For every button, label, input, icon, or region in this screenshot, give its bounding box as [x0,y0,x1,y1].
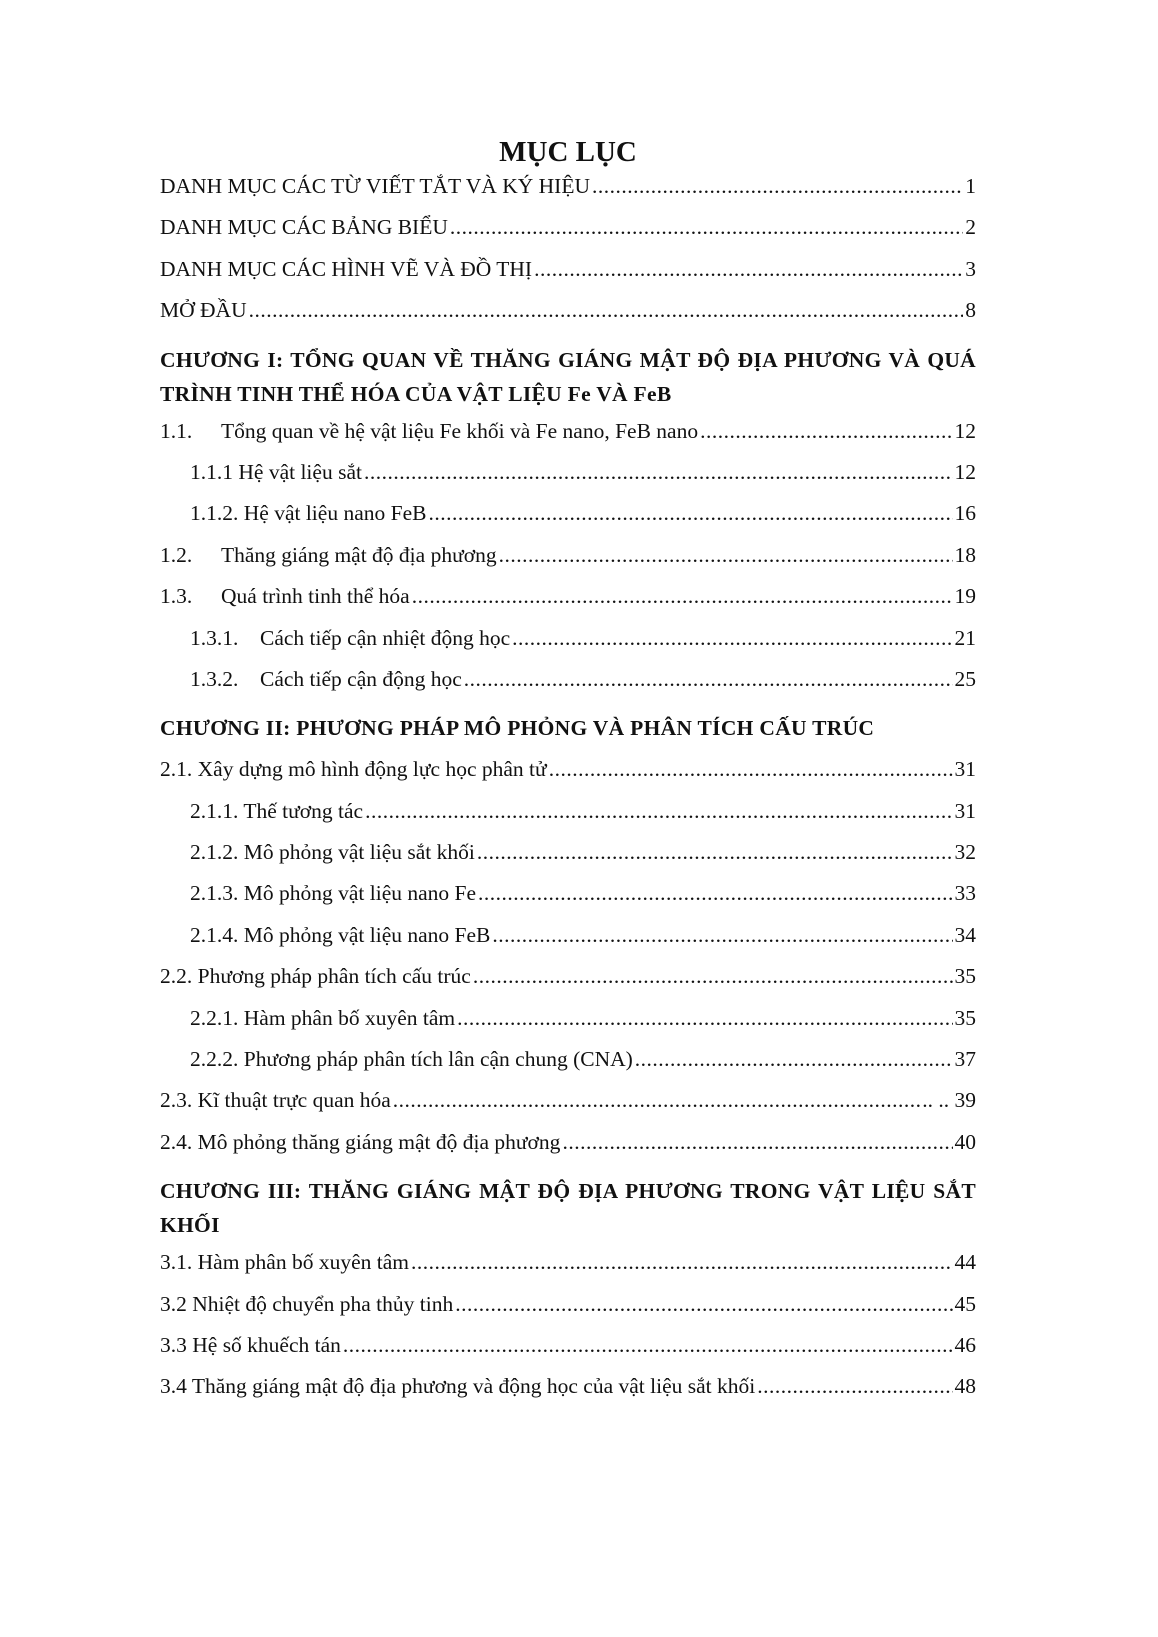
toc-entry-label: DANH MỤC CÁC BẢNG BIỂU [160,215,448,240]
toc-entry-page: 34 [954,922,976,947]
toc-entry[interactable] [160,881,976,922]
toc-entry-page: 12 [954,418,976,443]
toc-entry[interactable] [160,1088,976,1129]
toc-entry-page: 31 [954,798,976,823]
section-number: 1.2. [160,542,193,567]
toc-entry[interactable] [160,964,976,1005]
toc-entry-label: 2.1.3. Mô phỏng vật liệu nano Fe [190,881,477,906]
toc-entry[interactable] [160,1292,976,1333]
toc-entry-label: 2.1. Xây dựng mô hình động lực học phân tử [160,757,547,782]
toc-entry-label [160,419,698,444]
toc-entry-label: MỞ ĐẦU [160,298,247,323]
dot-leader [478,881,952,906]
chapter-3-heading[interactable]: CHƯƠNG III: THĂNG GIÁNG MẬT ĐỘ ĐỊA PHƯƠNG TRONG VẬT LIỆU SẮT KHỐI [160,1179,976,1238]
toc-entry-page: 25 [954,666,976,691]
dot-leader [549,757,953,782]
dot-leader [249,298,964,323]
toc-entry-label: 3.2 Nhiệt độ chuyển pha thủy tinh [160,1291,454,1316]
toc-entry[interactable] [160,584,976,625]
toc-entry-label: 2.4. Mô phỏng thăng giáng mật độ địa phương [160,1129,561,1154]
toc-entry-label: 3.1. Hàm phân bố xuyên tâm [160,1250,409,1275]
toc-entry[interactable] [160,799,976,840]
toc-entry-page: 16 [954,501,976,526]
toc-entry[interactable] [160,215,976,256]
toc-entry-label [190,667,462,692]
toc-entry[interactable] [160,1250,976,1291]
dot-leader [534,257,963,282]
toc-entry-label: 2.1.1. Thế tương tác [190,798,364,823]
dot-leader [635,1047,953,1072]
toc-entry-page: 19 [954,584,976,609]
toc-entry-page: 40 [954,1129,976,1154]
toc-entry-page: 32 [954,840,976,865]
section-title: Tổng quan về hệ vật liệu Fe khối và Fe nano, FeB nano [221,418,699,443]
toc-entry[interactable] [160,460,976,501]
dot-leader [450,215,963,240]
dot-leader [455,1292,952,1317]
toc-entry-page: 33 [954,881,976,906]
dot-leader [757,1374,952,1399]
dot-leader [411,1250,953,1275]
toc-entry-label: 3.3 Hệ số khuếch tán [160,1332,341,1357]
toc-entry-label: 2.2.1. Hàm phân bố xuyên tâm [190,1005,456,1030]
dot-leader [393,1088,920,1113]
dot-leader [592,174,963,199]
toc-entry-label: 2.1.4. Mô phỏng vật liệu nano FeB [190,922,491,947]
toc-entry-label: 2.1.2. Mô phỏng vật liệu sắt khối [190,840,475,865]
toc-entry-page: 8 [965,298,976,323]
dot-leader [562,1130,952,1155]
toc-entry-page: 48 [954,1374,976,1399]
toc-entry-label [190,626,510,651]
section-title: Thăng giáng mật độ địa phương [221,542,497,567]
dot-leader [428,501,952,526]
section-number: 1.3.2. [190,666,239,691]
toc-entry-page: 31 [954,757,976,782]
dot-leader [477,840,953,865]
toc-entry[interactable] [160,1047,976,1088]
toc-entry-label: 2.2.2. Phương pháp phân tích lân cận chung (CNA) [190,1047,633,1072]
toc-entry[interactable] [160,543,976,584]
toc-entry-label: 2.2. Phương pháp phân tích cấu trúc [160,964,471,989]
toc-entry-label: DANH MỤC CÁC HÌNH VẼ VÀ ĐỒ THỊ [160,256,533,281]
chapter-2-heading[interactable]: CHƯƠNG II: PHƯƠNG PHÁP MÔ PHỎNG VÀ PHÂN TÍCH CẤU TRÚC [160,716,875,741]
toc-entry-page: 3 [965,256,976,281]
section-number: 1.3.1. [190,625,239,650]
toc-entry-page: 46 [954,1332,976,1357]
table-of-contents [160,132,976,1416]
toc-entry-label [160,584,410,609]
dot-leader [499,543,953,568]
toc-entry[interactable] [160,419,976,460]
dot-leader [700,419,952,444]
dot-leader [343,1333,953,1358]
toc-entry-page: 37 [954,1047,976,1072]
dot-leader [473,964,953,989]
section-number: 1.3. [160,584,193,609]
toc-entry-page: 21 [954,625,976,650]
toc-entry[interactable] [160,923,976,964]
section-number: 1.1. [160,418,193,443]
toc-entry-label: 1.1.2. Hệ vật liệu nano FeB [190,501,427,526]
toc-entry[interactable] [160,667,976,708]
toc-entry-page: 35 [954,964,976,989]
toc-entry-page: 35 [954,1005,976,1030]
dot-leader [512,626,952,651]
toc-entry[interactable] [160,1374,976,1415]
toc-entry[interactable] [160,298,976,339]
toc-entry[interactable] [160,626,976,667]
toc-entry[interactable] [160,757,976,798]
dot-leader [364,460,953,485]
dot-leader [365,799,952,824]
dot-leader [492,923,952,948]
toc-entry[interactable] [160,840,976,881]
toc-entry-page: .. .. 39 [922,1088,976,1113]
section-title: Cách tiếp cận nhiệt động học [260,625,511,650]
chapter-1-heading[interactable]: CHƯƠNG I: TỔNG QUAN VỀ THĂNG GIÁNG MẬT ĐỘ ĐỊA PHƯƠNG VÀ QUÁ TRÌNH TINH THỂ HÓA CỦA VẬT LIỆU Fe VÀ FeB [160,347,976,406]
section-title: Cách tiếp cận động học [260,666,462,691]
toc-entry[interactable] [160,1006,976,1047]
dot-leader [457,1006,952,1031]
section-title: Quá trình tinh thể hóa [221,584,410,609]
toc-entry[interactable] [160,1333,976,1374]
page-title: MỤC LỤC [499,136,637,168]
toc-entry-label: 2.3. Kĩ thuật trực quan hóa [160,1088,391,1113]
toc-entry-label [160,543,497,568]
toc-entry[interactable] [160,1130,976,1171]
toc-entry-label: 1.1.1 Hệ vật liệu sắt [190,459,362,484]
toc-entry[interactable] [160,257,976,298]
toc-entry-page: 44 [954,1250,976,1275]
dot-leader [412,584,953,609]
toc-entry[interactable] [160,174,976,215]
toc-entry-page: 45 [954,1291,976,1316]
toc-entry-page: 18 [954,542,976,567]
toc-entry[interactable] [160,501,976,542]
toc-entry-label: 3.4 Thăng giáng mật độ địa phương và động học của vật liệu sắt khối [160,1374,756,1399]
dot-leader [464,667,953,692]
toc-entry-page: 1 [965,174,976,198]
toc-entry-page: 2 [965,215,976,240]
toc-entry-label: DANH MỤC CÁC TỪ VIẾT TẮT VÀ KÝ HIỆU [160,174,590,198]
toc-entry-page: 12 [954,459,976,484]
